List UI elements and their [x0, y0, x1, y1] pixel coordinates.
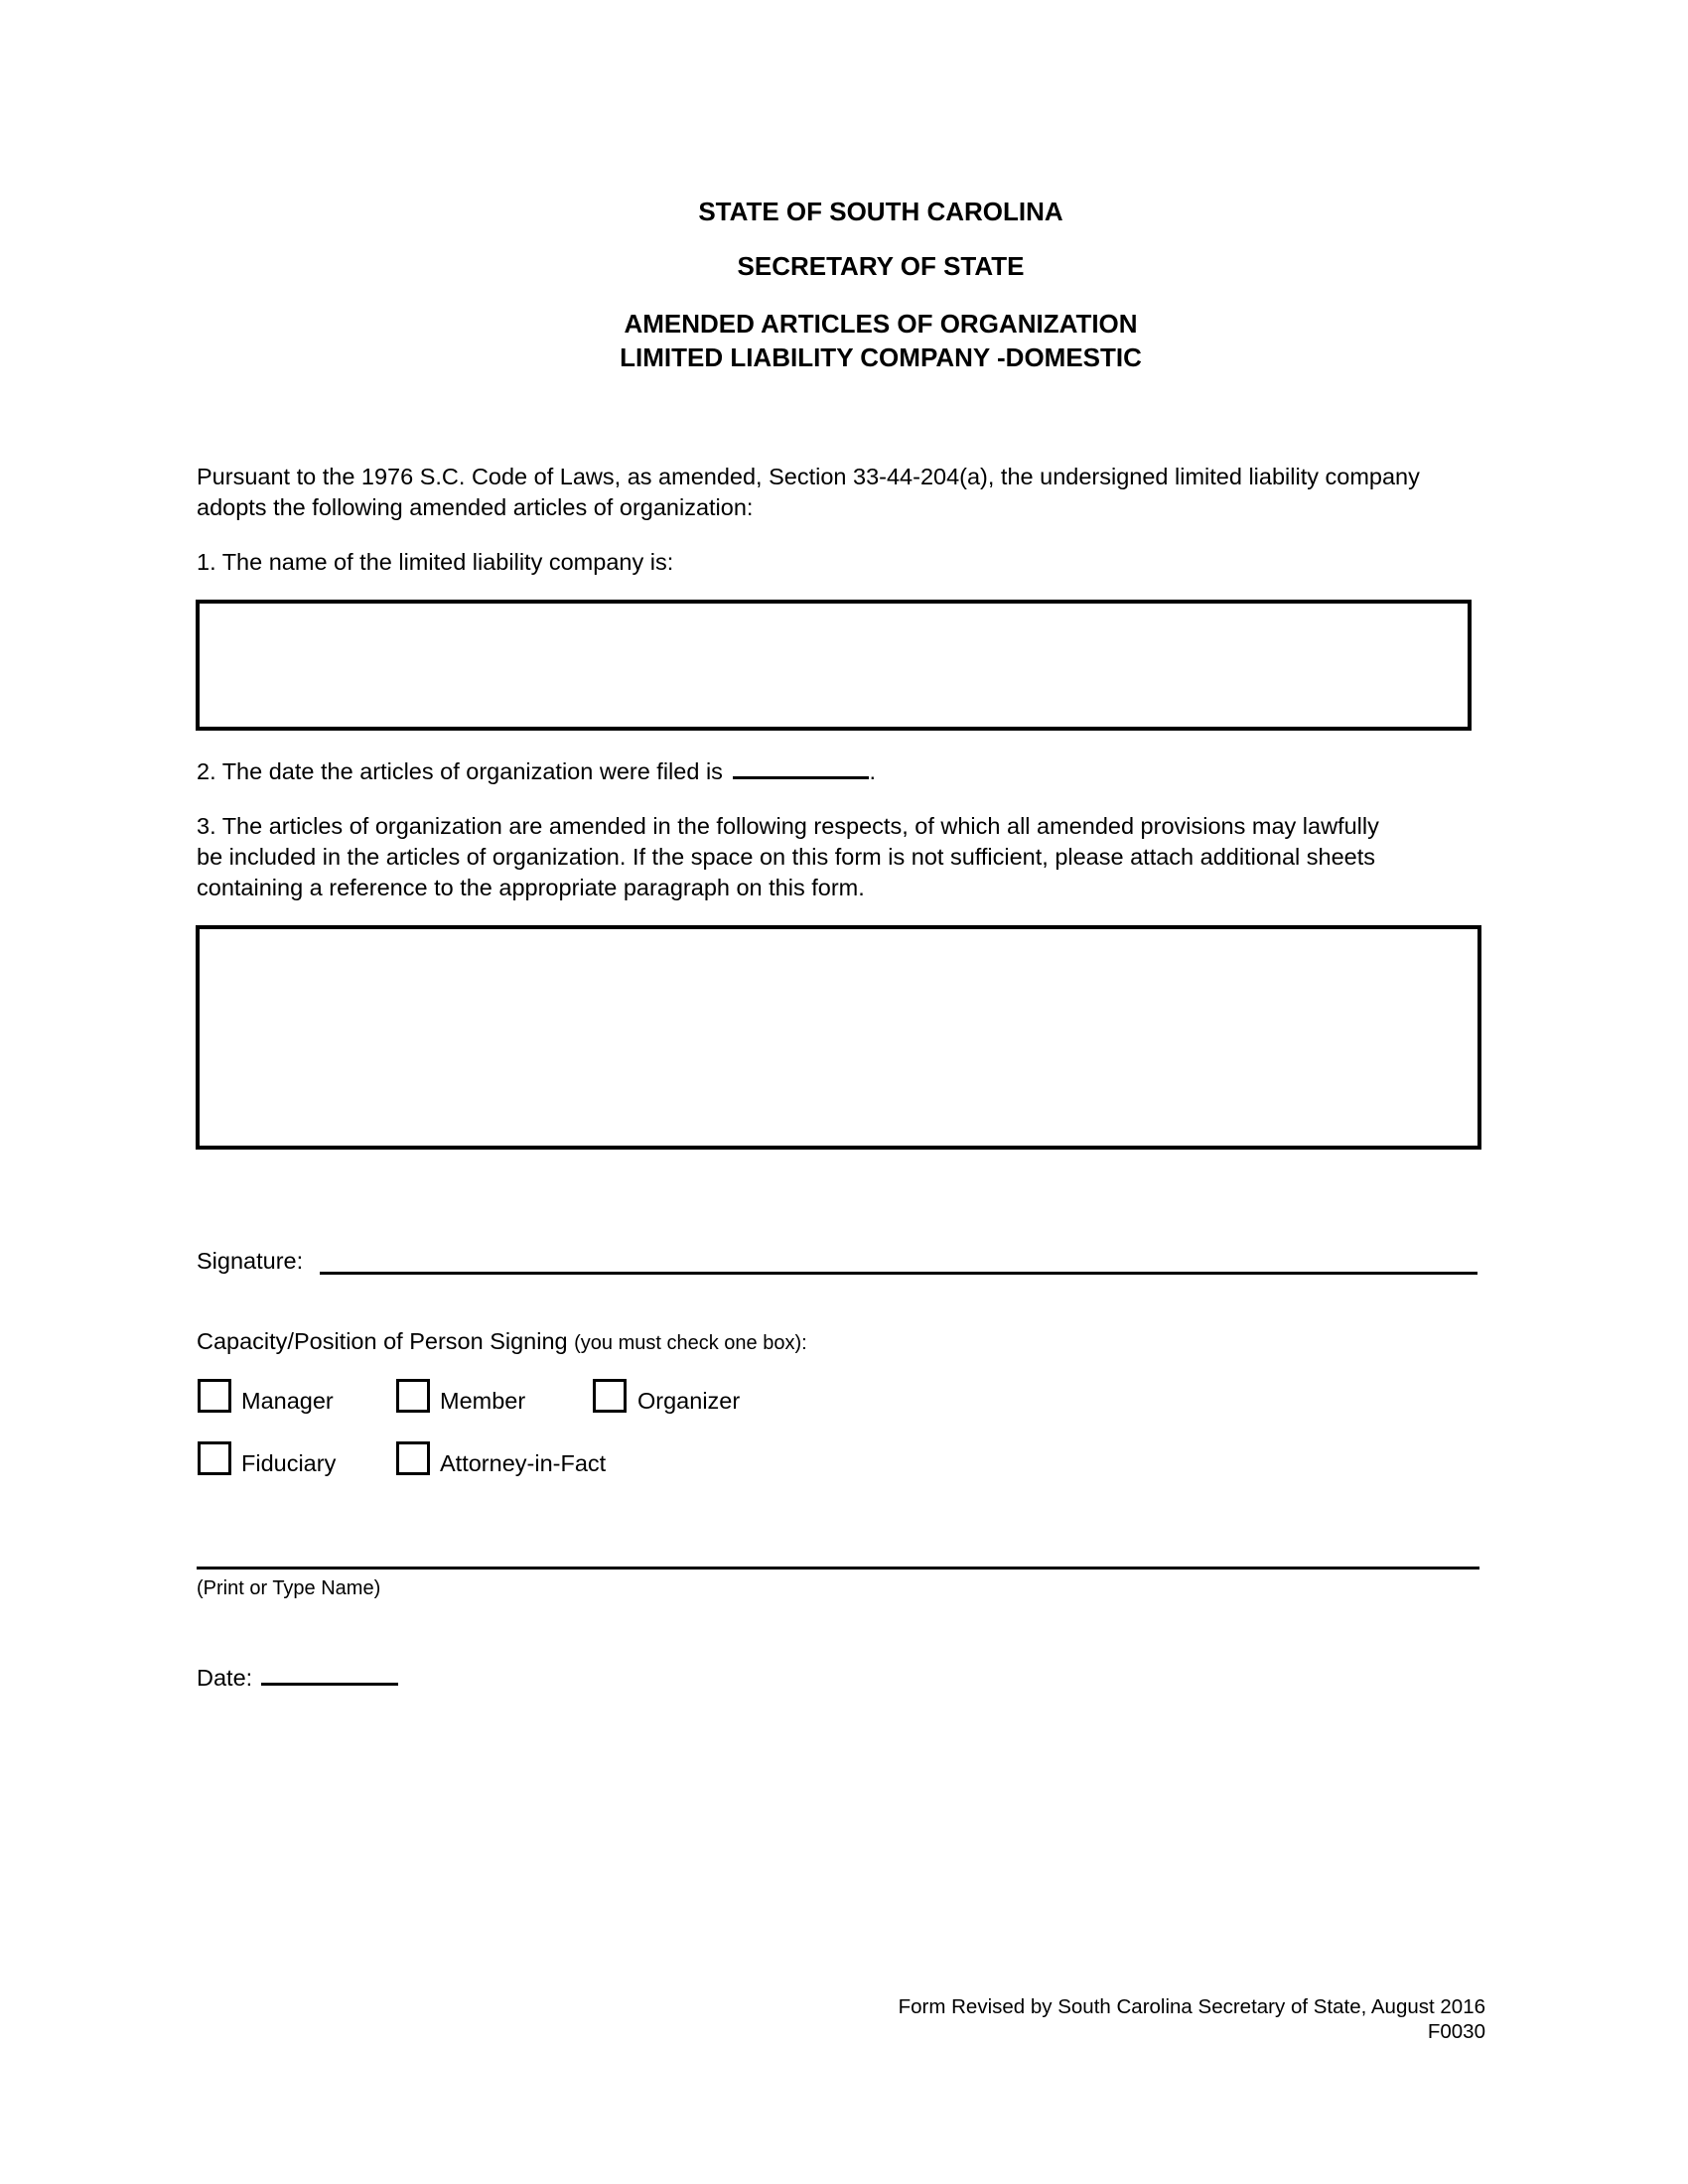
- intro-line-2: adopts the following amended articles of organization:: [197, 494, 754, 520]
- print-name-label: (Print or Type Name): [197, 1577, 381, 1599]
- intro-line-1: Pursuant to the 1976 S.C. Code of Laws, as amended, Section 33-44-204(a), the undersigned limited liability company: [197, 464, 1420, 489]
- capacity-label: Capacity/Position of Person Signing: [197, 1328, 568, 1354]
- checkbox-organizer[interactable]: [593, 1379, 627, 1413]
- footer-revised: Form Revised by South Carolina Secretary of State, August 2016: [898, 1995, 1485, 2018]
- checkbox-fiduciary[interactable]: [198, 1441, 231, 1475]
- label-manager: Manager: [241, 1388, 334, 1414]
- signature-label: Signature:: [197, 1248, 304, 1274]
- date-field[interactable]: [261, 1663, 398, 1686]
- item1-label: 1. The name of the limited liability company is:: [197, 549, 674, 575]
- item2-suffix: .: [869, 758, 876, 784]
- label-fiduciary: Fiduciary: [241, 1450, 337, 1476]
- label-member: Member: [440, 1388, 526, 1414]
- footer-form-number: F0030: [1427, 2020, 1485, 2043]
- filing-date-field[interactable]: [733, 756, 869, 779]
- item2-line: [197, 756, 876, 787]
- form-title-line2: LIMITED LIABILITY COMPANY -DOMESTIC: [620, 342, 1142, 372]
- label-organizer: Organizer: [637, 1388, 741, 1414]
- item2-label: 2. The date the articles of organization were filed is: [197, 758, 723, 784]
- company-name-field[interactable]: [196, 600, 1472, 731]
- print-name-line[interactable]: [197, 1567, 1479, 1570]
- capacity-note: (you must check one box):: [574, 1332, 807, 1354]
- item3-line-2: be included in the articles of organization. If the space on this form is not sufficient, please attach additional sheets: [197, 844, 1376, 870]
- checkbox-member[interactable]: [396, 1379, 430, 1413]
- amendments-field[interactable]: [196, 925, 1481, 1150]
- checkbox-manager[interactable]: [198, 1379, 231, 1413]
- label-attorney-in-fact: Attorney-in-Fact: [440, 1450, 607, 1476]
- state-title: STATE OF SOUTH CAROLINA: [698, 197, 1063, 226]
- office-title: SECRETARY OF STATE: [737, 251, 1025, 281]
- item3-line-1: 3. The articles of organization are amended in the following respects, of which all amended provisions may lawfully: [197, 813, 1379, 839]
- checkbox-attorney-in-fact[interactable]: [396, 1441, 430, 1475]
- date-line: [197, 1663, 398, 1694]
- capacity-heading: [197, 1326, 807, 1359]
- item3-line-3: containing a reference to the appropriate paragraph on this form.: [197, 875, 865, 900]
- form-title-line1: AMENDED ARTICLES OF ORGANIZATION: [624, 309, 1138, 339]
- date-label: Date:: [197, 1665, 253, 1691]
- signature-line[interactable]: [320, 1272, 1477, 1275]
